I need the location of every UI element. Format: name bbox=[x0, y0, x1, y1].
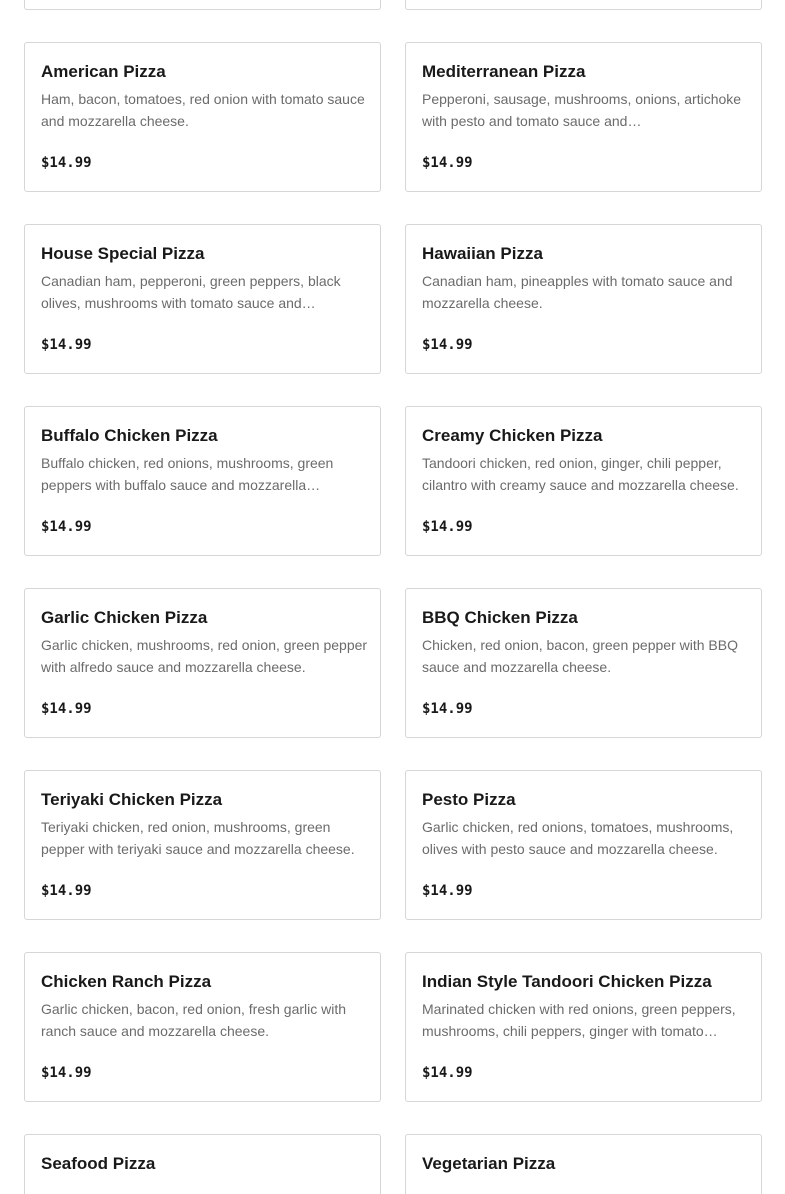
menu-item-name: Seafood Pizza bbox=[41, 1154, 156, 1173]
menu-item-description: Chicken, red onion, bacon, green pepper with BBQ sauce and mozzarella cheese. bbox=[422, 637, 738, 675]
menu-item-description: Buffalo chicken, red onions, mushrooms, green peppers with buffalo sauce and mozzarella… bbox=[41, 455, 334, 493]
menu-item-card[interactable] bbox=[405, 952, 762, 1102]
menu-item-name: Vegetarian Pizza bbox=[422, 1154, 556, 1173]
menu-item-description: Ham, bacon, tomatoes, red onion with tomato sauce and mozzarella cheese. bbox=[41, 91, 365, 129]
menu-item-card[interactable] bbox=[24, 952, 381, 1102]
menu-item-price: $14.99 bbox=[422, 519, 473, 535]
menu-item-price: $14.99 bbox=[422, 337, 473, 353]
menu-item-price: $14.99 bbox=[41, 1065, 92, 1081]
menu-item-name: Creamy Chicken Pizza bbox=[422, 426, 603, 445]
menu-item-card-partial[interactable] bbox=[24, 0, 381, 10]
menu-item-price: $14.99 bbox=[422, 155, 473, 171]
menu-item-name: Pesto Pizza bbox=[422, 790, 516, 809]
menu-item-price: $14.99 bbox=[422, 883, 473, 899]
menu-item-price: $14.99 bbox=[41, 701, 92, 717]
menu-item-price: $14.99 bbox=[41, 337, 92, 353]
menu-item-card[interactable] bbox=[405, 588, 762, 738]
menu-item-name: Teriyaki Chicken Pizza bbox=[41, 790, 223, 809]
menu-item-price: $14.99 bbox=[422, 701, 473, 717]
menu-item-card[interactable] bbox=[24, 588, 381, 738]
menu-item-name: Mediterranean Pizza bbox=[422, 62, 586, 81]
menu-item-card[interactable] bbox=[24, 224, 381, 374]
menu-item-name: Indian Style Tandoori Chicken Pizza bbox=[422, 972, 712, 991]
menu-item-description: Teriyaki chicken, red onion, mushrooms, green pepper with teriyaki sauce and mozzarella cheese. bbox=[41, 819, 355, 857]
menu-item-price: $14.99 bbox=[41, 519, 92, 535]
menu-item-description: Tandoori chicken, red onion, ginger, chili pepper, cilantro with creamy sauce and mozzarella cheese. bbox=[422, 455, 739, 493]
menu-item-description: Garlic chicken, bacon, red onion, fresh garlic with ranch sauce and mozzarella cheese. bbox=[41, 1001, 347, 1039]
menu-item-name: BBQ Chicken Pizza bbox=[422, 608, 578, 627]
menu-item-card[interactable] bbox=[24, 1134, 381, 1194]
menu-item-name: American Pizza bbox=[41, 62, 166, 81]
menu-item-description: Canadian ham, pepperoni, green peppers, black olives, mushrooms with tomato sauce and… bbox=[41, 273, 341, 311]
menu-item-name: Buffalo Chicken Pizza bbox=[41, 426, 218, 445]
menu-item-card[interactable] bbox=[405, 42, 762, 192]
menu-item-price: $14.99 bbox=[422, 1065, 473, 1081]
menu-item-price: $14.99 bbox=[41, 883, 92, 899]
menu-item-name: Garlic Chicken Pizza bbox=[41, 608, 208, 627]
menu-item-description: Garlic chicken, mushrooms, red onion, green pepper with alfredo sauce and mozzarella cheese. bbox=[41, 637, 368, 675]
menu-item-card[interactable] bbox=[405, 1134, 762, 1194]
menu-item-name: Hawaiian Pizza bbox=[422, 244, 543, 263]
menu-item-card[interactable] bbox=[24, 406, 381, 556]
menu-item-card[interactable] bbox=[405, 770, 762, 920]
menu-item-description: Marinated chicken with red onions, green peppers, mushrooms, chili peppers, ginger with tomato… bbox=[422, 1001, 736, 1039]
menu-item-description: Canadian ham, pineapples with tomato sauce and mozzarella cheese. bbox=[422, 273, 733, 311]
menu-item-description: Pepperoni, sausage, mushrooms, onions, artichoke with pesto and tomato sauce and… bbox=[422, 91, 742, 129]
menu-item-card[interactable] bbox=[24, 770, 381, 920]
menu-item-price: $14.99 bbox=[41, 155, 92, 171]
menu-item-card[interactable] bbox=[405, 224, 762, 374]
menu-item-name: House Special Pizza bbox=[41, 244, 205, 263]
menu-item-card[interactable] bbox=[405, 406, 762, 556]
menu-item-name: Chicken Ranch Pizza bbox=[41, 972, 212, 991]
menu-item-card-partial[interactable] bbox=[405, 0, 762, 10]
menu-item-description: Garlic chicken, red onions, tomatoes, mushrooms, olives with pesto sauce and mozzarella cheese. bbox=[422, 819, 734, 857]
menu-item-card[interactable] bbox=[24, 42, 381, 192]
